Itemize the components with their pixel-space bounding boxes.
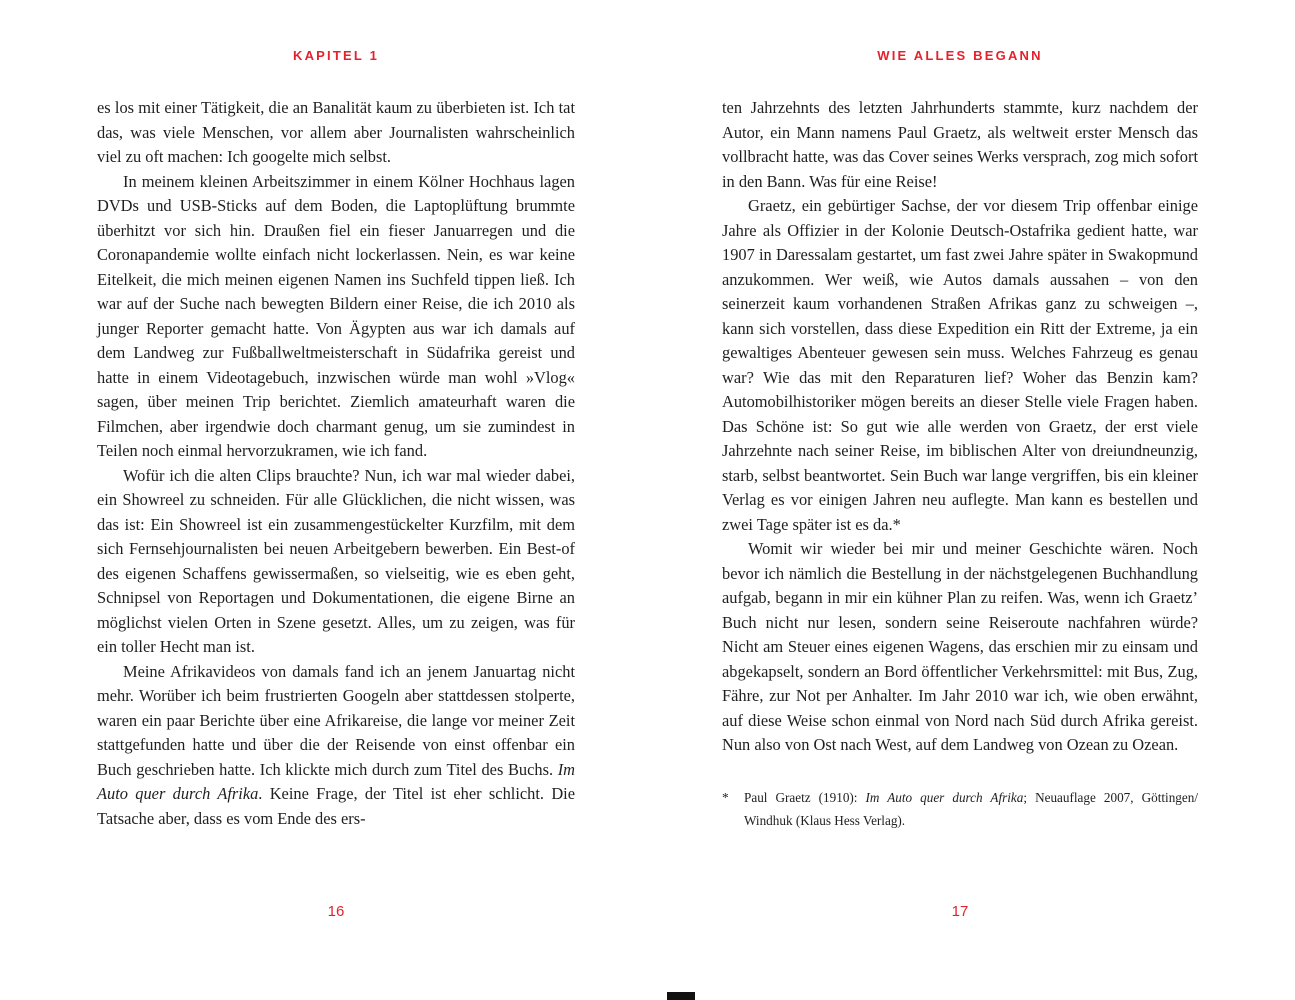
text-run: Paul Graetz (1910): [744,789,866,805]
page-number-left: 16 [327,903,345,920]
page-text [97,96,575,831]
text-run: es los mit einer Tätigkeit, die an Banalität kaum zu überbieten ist. Ich tat das, was viele Menschen, vor allem aber Journalisten wahrscheinlich viel zu oft machen: Ich googelte mich selbst. [97,98,575,166]
book-title-italic: Im Auto quer durch Afrika [97,759,575,803]
paragraph [722,537,1198,758]
footnote-marker: * [722,789,729,805]
page-left [97,0,575,1000]
footnote [722,786,1198,832]
paragraph [97,660,575,832]
paragraph-container [97,96,575,831]
bottom-center-mark [667,992,695,1000]
running-header-chapter: KAPITEL 1 [292,48,380,63]
paragraph-container [722,96,1198,758]
paragraph [97,170,575,464]
text-run: In meinem kleinen Arbeitszimmer in einem Kölner Hochhaus lagen DVDs und USB-Sticks auf dem Boden, die Laptoplüftung brummte überhitzt vor sich hin. Draußen fiel ein fieser Januarregen und die Coronapandemie wollte einfach nicht lockerlassen. Nein, es war keine Eitelkeit, die mich meinen eigenen Namen ins Suchfeld tippen ließ. Ich war auf der Suche nach bewegten Bildern einer Reise, die ich 2010 als junger Reporter gemacht hatte. Von Ägypten aus war ich damals auf dem Landweg zur Fußballweltmeisterschaft in Südafrika gereist und hatte in einem Videotagebuch, inzwischen würde man wohl »Vlog« sagen, über meinen Trip berichtet. Ziemlich amateurhaft waren die Filmchen, aber irgendwie doch charmant genug, um sie zumindest in Teilen noch einmal hervorzukramen, wie ich fand. [97,171,575,460]
text-run: Graetz, ein gebürtiger Sachse, der vor diesem Trip offenbar einige Jahre als Offizier in der Kolonie Deutsch-Ostafrika gedient hatte, war 1907 in Daressalam gestartet, um fast zwei Jahre später in Swakopmund anzukommen. Wer weiß, wie Autos damals aussahen – von den seinerzeit kaum vorhandenen Straßen Afrikas ganz zu schweigen –, kann sich vorstellen, dass diese Expedition ein Ritt der Extreme, ja ein gewaltiges Abenteuer gewesen sein muss. Welches Fahrzeug es genau war? Wie das mit den Reparaturen lief? Woher das Benzin kam? Automobilhistoriker mögen bereits an dieser Stelle viele Fragen haben. Das Schöne ist: So gut wie alle werden von Graetz, der erst viele Jahrzehnte nach seiner Reise, im biblischen Alter von dreiundneunzig, starb, selbst beantwortet. Sein Buch war lange vergriffen, bis ein kleiner Verlag es vor einigen Jahren neu auflegte. Man kann es bestellen und zwei Tage später ist es da.* [722,196,1198,534]
paragraph [97,96,575,170]
text-run: Wofür ich die alten Clips brauchte? Nun, ich war mal wieder dabei, ein Showreel zu schneiden. Für alle Glücklichen, die nicht wissen, was das ist: Ein Showreel ist ein zusammengestückelter Kurzfilm, mit dem sich Fernsehjournalisten bei neuen Arbeitgebern bewerben. Ein Best-of des eigenen Schaffens gewissermaßen, so vielseitig, wie es eben geht, Schnipsel von Reportagen und Dokumentationen, die eigene Birne an möglichst vielen Orten in Szene gesetzt. Alles, um zu zeigen, was für ein toller Hecht man ist. [97,465,575,656]
paragraph [722,96,1198,194]
text-run: ten Jahrzehnts des letzten Jahrhunderts stammte, kurz nachdem der Autor, ein Mann namens Paul Graetz, als weltweit erster Mensch das vollbracht hatte, was das Cover seines Werks versprach, zog mich sofort in den Bann. Was für eine Reise! [722,98,1198,191]
text-run: . Keine Frage, der Titel ist eher schlicht. Die Tatsache aber, dass es vom Ende des ers- [97,784,575,828]
paragraph [97,464,575,660]
running-header-section: WIE ALLES BEGANN [877,48,1043,63]
book-title-italic: Im Auto quer durch Afrika [865,789,1024,805]
text-run: Womit wir wieder bei mir und meiner Geschichte wären. Noch bevor ich nämlich die Bestellung in der nächstgelegenen Buchhandlung aufgab, begann in mir ein kühner Plan zu reifen. Was, wenn ich Graetz’ Buch nicht nur lesen, sondern seine Reiseroute nachfahren würde? Nicht am Steuer eines eigenen Wagens, das erschien mir zu einsam und abgekapselt, sondern an Bord öffentlicher Verkehrsmittel: mit Bus, Zug, Fähre, zur Not per Anhalter. Im Jahr 2010 war ich, wie oben erwähnt, auf diese Weise schon einmal von Nord nach Süd durch Afrika gereist. Nun also von Ost nach West, auf dem Landweg von Ozean zu Ozean. [722,539,1198,754]
text-run: ; Neuauflage 2007, Göttingen/ Windhuk (Klaus Hess Verlag). [744,789,1198,828]
page-number-right: 17 [951,903,969,920]
text-run: Meine Afrikavideos von damals fand ich an jenem Januartag nicht mehr. Worüber ich beim frustrierten Googeln aber stattdessen stolperte, waren ein paar Berichte über eine Afrikareise, die lange vor meiner Zeit stattgefunden hatte und über die der Reisende von einst offenbar ein Buch geschrieben hatte. Ich klickte mich durch zum Titel des Buchs. [97,661,575,779]
page-right [722,0,1198,1000]
footnote-text [744,786,1198,832]
paragraph [722,194,1198,537]
page-text [722,96,1198,832]
